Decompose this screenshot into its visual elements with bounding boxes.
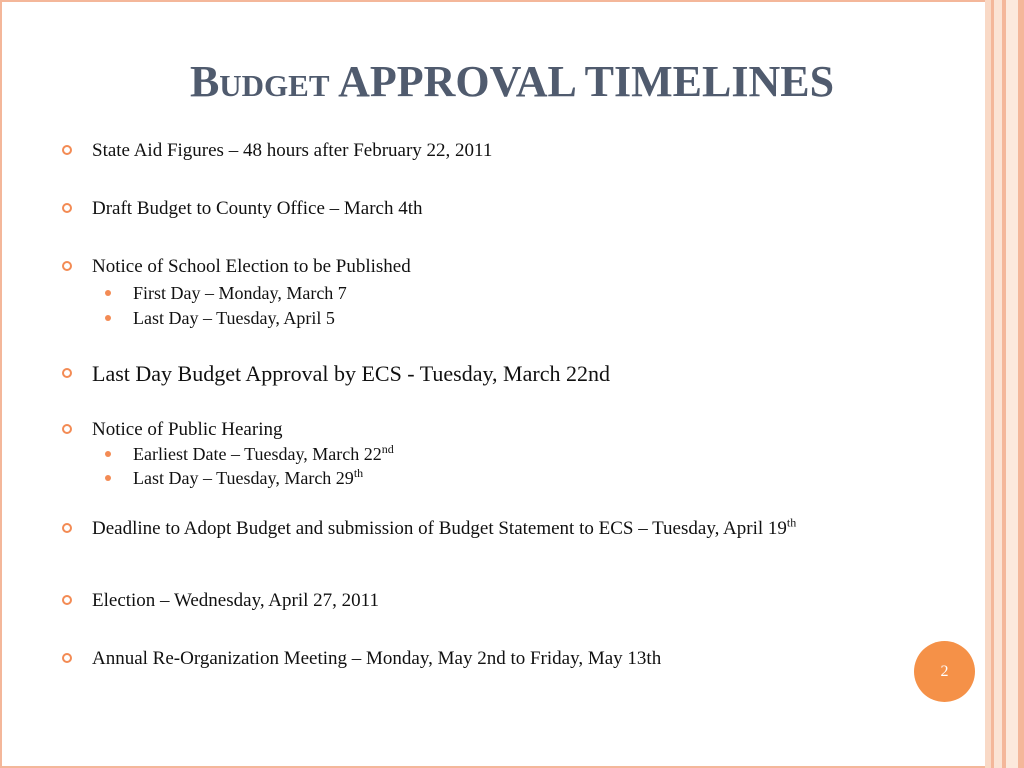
slide-left-border	[0, 0, 2, 768]
sub-list-item-text: First Day – Monday, March 7	[133, 283, 347, 303]
circle-bullet-icon	[62, 145, 72, 155]
sub-list-item-text: Last Day – Tuesday, April 5	[133, 308, 335, 328]
ordinal-suffix: th	[353, 466, 364, 480]
list-item-text: State Aid Figures – 48 hours after February 22, 2011	[92, 140, 493, 161]
list-item-text: Annual Re-Organization Meeting – Monday, May 2nd to Friday, May 13th	[92, 648, 662, 669]
circle-bullet-icon	[62, 523, 72, 533]
dot-bullet-icon	[105, 290, 111, 296]
ordinal-suffix: th	[786, 515, 797, 530]
list-item-text: Election – Wednesday, April 27, 2011	[92, 590, 379, 611]
circle-bullet-icon	[62, 368, 72, 378]
list-item-text: Deadline to Adopt Budget and submission of Budget Statement to ECS – Tuesday, April 19th	[92, 515, 797, 539]
ordinal-suffix: nd	[381, 442, 394, 456]
decor-stripe	[1006, 0, 1018, 768]
decor-stripe	[1018, 0, 1024, 768]
slide-title	[0, 52, 1024, 112]
dot-bullet-icon	[105, 451, 111, 457]
circle-bullet-icon	[62, 203, 72, 213]
list-item-text: Notice of School Election to be Published	[92, 256, 411, 277]
circle-bullet-icon	[62, 261, 72, 271]
sub-list-item-text: Last Day – Tuesday, March 29th	[133, 466, 364, 488]
slide-title-smallcaps: Budget	[189, 57, 330, 106]
page-number-badge: 2	[914, 641, 975, 702]
list-item-text: Last Day Budget Approval by ECS - Tuesday, March 22nd	[92, 361, 610, 386]
slide-title-rest: APPROVAL TIMELINES	[338, 57, 835, 106]
dot-bullet-icon	[105, 315, 111, 321]
list-item-text: Draft Budget to County Office – March 4th	[92, 198, 423, 219]
circle-bullet-icon	[62, 595, 72, 605]
dot-bullet-icon	[105, 475, 111, 481]
list-item-text: Notice of Public Hearing	[92, 419, 283, 440]
decor-stripe	[994, 0, 1002, 768]
sub-list-item-text: Earliest Date – Tuesday, March 22nd	[133, 442, 394, 464]
circle-bullet-icon	[62, 424, 72, 434]
circle-bullet-icon	[62, 653, 72, 663]
slide-top-border	[0, 0, 985, 2]
